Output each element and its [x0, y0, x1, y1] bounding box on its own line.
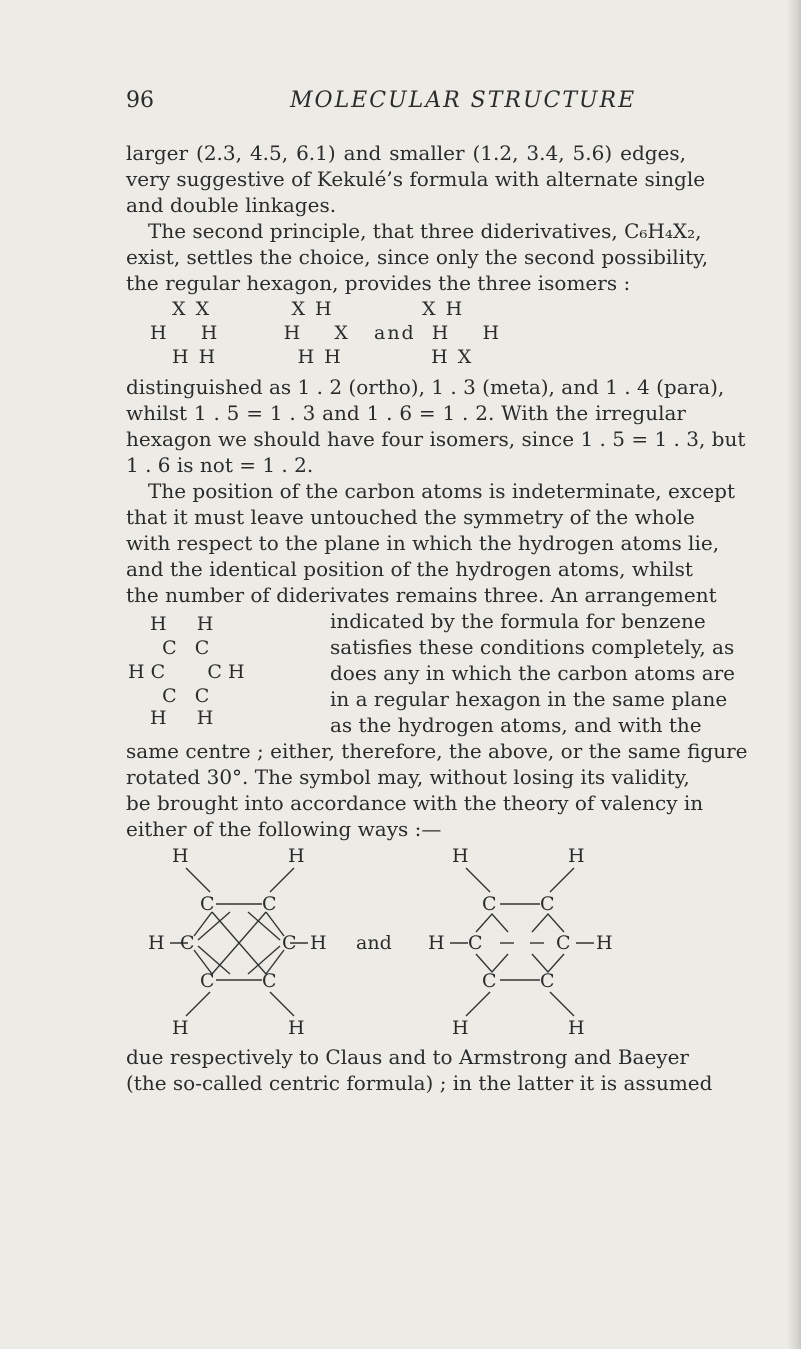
bond-line [476, 914, 508, 932]
bond-line [270, 868, 294, 892]
text-line: the regular hexagon, provides the three isomers : [126, 271, 631, 295]
atom-label: C [540, 893, 555, 915]
bond-line [550, 868, 574, 892]
atom-label: C [262, 893, 277, 915]
and-conjunction: and [356, 932, 392, 954]
text-line: that it must leave untouched the symmetry of the whole [126, 505, 695, 529]
page-edge-shadow [787, 0, 801, 1349]
atom-label: C [468, 932, 483, 954]
isomer-row: H H H H H X [172, 346, 474, 368]
isomer-row: H H H X and H H [150, 322, 502, 344]
text-line: rotated 30°. The symbol may, without losing its validity, [126, 765, 690, 789]
atom-label: C [482, 893, 497, 915]
atom-label: H [452, 1017, 469, 1039]
text-line: be brought into accordance with the theory of valency in [126, 791, 704, 815]
atom-label: H [148, 932, 165, 954]
text-line: hexagon we should have four isomers, since 1 . 5 = 1 . 3, but [126, 427, 746, 451]
structural-formulas [0, 840, 801, 1040]
atom-label: H [288, 845, 305, 867]
bond-line [532, 914, 564, 932]
text-line: and double linkages. [126, 193, 337, 217]
text-line: The second principle, that three diderivatives, C₆H₄X₂, [148, 219, 702, 243]
text-line: with respect to the plane in which the hydrogen atoms lie, [126, 531, 720, 555]
text-line: same centre ; either, therefore, the above, or the same figure [126, 739, 748, 763]
bond-line [186, 868, 210, 892]
benzene-formula-row: H C C H [128, 661, 245, 683]
bond-line [186, 992, 210, 1016]
text-line: indicated by the formula for benzene [330, 609, 706, 633]
benzene-formula-row: C C [150, 637, 210, 659]
atom-label: C [482, 970, 497, 992]
atom-label: H [310, 932, 327, 954]
atom-label: H [568, 1017, 585, 1039]
text-line: exist, settles the choice, since only the second possibility, [126, 245, 709, 269]
text-line: The position of the carbon atoms is indeterminate, except [148, 479, 736, 503]
atom-label: H [452, 845, 469, 867]
running-title: MOLECULAR STRUCTURE [290, 88, 637, 113]
bond-line [198, 912, 230, 940]
atom-label: H [568, 845, 585, 867]
text-line: either of the following ways :— [126, 817, 442, 841]
atom-label: H [172, 845, 189, 867]
isomer-row: X X X H X H [172, 298, 465, 320]
text-line: distinguished as 1 . 2 (ortho), 1 . 3 (meta), and 1 . 4 (para), [126, 375, 725, 399]
bond-line [194, 912, 212, 936]
text-line: 1 . 6 is not = 1 . 2. [126, 453, 314, 477]
benzene-formula-row: H H [150, 707, 214, 729]
bond-line [466, 992, 490, 1016]
bond-line [270, 992, 294, 1016]
text-line: whilst 1 . 5 = 1 . 3 and 1 . 6 = 1 . 2. With the irregular [126, 401, 686, 425]
text-line: does any in which the carbon atoms are [330, 661, 736, 685]
text-line: and the identical position of the hydrogen atoms, whilst [126, 557, 693, 581]
text-line: in a regular hexagon in the same plane [330, 687, 728, 711]
text-line: (the so-called centric formula) ; in the latter it is assumed [126, 1071, 713, 1095]
bond-line [550, 992, 574, 1016]
benzene-formula-row: H H [150, 613, 214, 635]
atom-label: H [172, 1017, 189, 1039]
text-line: as the hydrogen atoms, and with the [330, 713, 702, 737]
atom-label: C [556, 932, 571, 954]
text-line: satisfies these conditions completely, as [330, 635, 735, 659]
page-number: 96 [126, 88, 154, 113]
atom-label: C [540, 970, 555, 992]
text-line: the number of diderivates remains three. An arrangement [126, 583, 717, 607]
atom-label: C [282, 932, 297, 954]
bond-line [466, 868, 490, 892]
atom-label: C [200, 893, 215, 915]
atom-label: C [200, 970, 215, 992]
atom-label: H [428, 932, 445, 954]
text-line: very suggestive of Kekulé’s formula with alternate single [126, 167, 706, 191]
atom-label: C [180, 932, 195, 954]
atom-label: H [288, 1017, 305, 1039]
atom-label: C [262, 970, 277, 992]
bond-line [248, 912, 280, 940]
atom-label: H [596, 932, 613, 954]
text-line: larger (2.3, 4.5, 6.1) and smaller (1.2, 3.4, 5.6) edges, [126, 141, 686, 165]
benzene-formula-row: C C [150, 685, 210, 707]
text-line: due respectively to Claus and to Armstrong and Baeyer [126, 1045, 689, 1069]
